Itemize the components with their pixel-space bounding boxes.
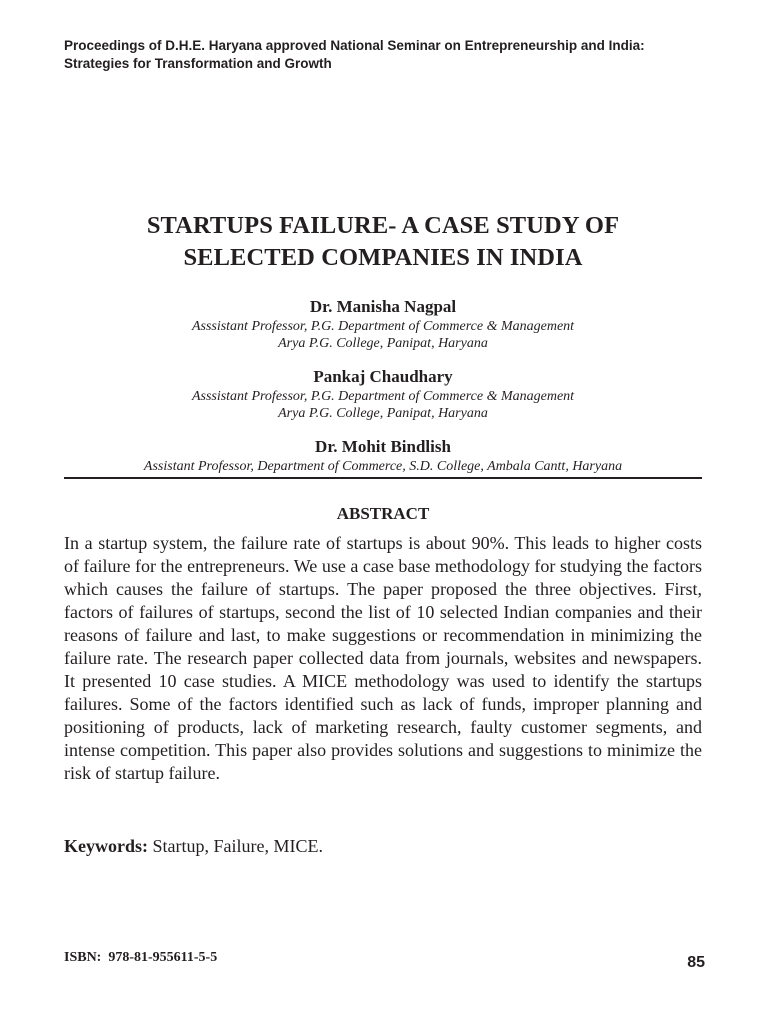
author-block: [64, 436, 702, 475]
paper-title: [64, 210, 702, 274]
author-name: Pankaj Chaudhary: [313, 367, 453, 386]
author-affiliation: Asssistant Professor, P.G. Department of Commerce & Management: [191, 319, 575, 334]
author-list: [64, 296, 702, 489]
isbn: ISBN: 978-81-955611-5-5: [64, 950, 218, 965]
title-line: SELECTED COMPANIES IN INDIA: [183, 244, 583, 271]
author-affiliation: Arya P.G. College, Panipat, Haryana: [278, 336, 488, 351]
abstract-body: In a startup system, the failure rate of startups is about 90%. This leads to higher costs of failure for the entrepreneurs. We use a case base methodology for studying the factors which causes the failure of startups. The paper proposed the three objectives. First, factors of failures of startups, second the list of 10 selected Indian companies and their reasons of failure and last, to make suggestions or recommendation in minimizing the failure rate. The research paper collected data from journals, websites and newspapers. It presented 10 case studies. A MICE methodology was used to identify the startups failures. Some of the factors identified such as lack of funds, improper planning and positioning of products, lack of marketing research, faulty customer segments, and intense competition. This paper also provides solutions and suggestions to minimize the risk of startup failure.: [64, 533, 702, 783]
author-affiliation: Arya P.G. College, Panipat, Haryana: [278, 406, 488, 421]
divider-rule: [64, 477, 702, 479]
keywords: [64, 835, 702, 858]
author-block: [64, 366, 702, 422]
author-name: Dr. Mohit Bindlish: [315, 437, 451, 456]
page-number: 85: [687, 954, 705, 971]
running-head: [64, 37, 724, 73]
author-name: Dr. Manisha Nagpal: [309, 297, 457, 316]
author-affiliation: Assistant Professor, Department of Commerce, S.D. College, Ambala Cantt, Haryana: [143, 459, 623, 474]
running-head-line: Strategies for Transformation and Growth: [64, 56, 332, 71]
keywords-label: Keywords:: [64, 836, 148, 856]
author-block: [64, 296, 702, 352]
running-head-line: Proceedings of D.H.E. Haryana approved National Seminar on Entrepreneurship and India:: [64, 38, 645, 53]
keywords-value: Startup, Failure, MICE.: [152, 836, 323, 856]
title-line: STARTUPS FAILURE- A CASE STUDY OF: [146, 212, 620, 239]
author-affiliation: Asssistant Professor, P.G. Department of Commerce & Management: [191, 389, 575, 404]
abstract-heading: ABSTRACT: [336, 504, 430, 523]
